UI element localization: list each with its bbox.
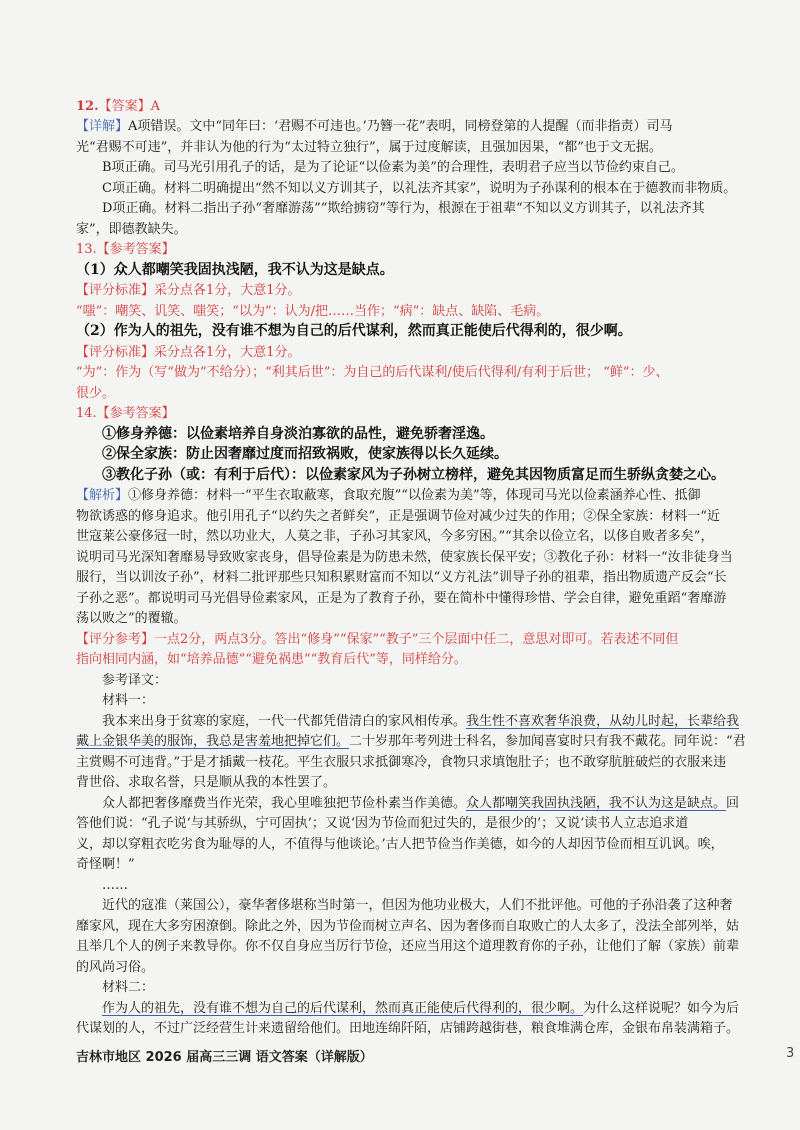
q14-reference-2: 指向相同内涵，如“培养品德”“避免祸患”“教育后代”等，同样给分。 [76,652,467,667]
q14-analysis-2: 物欲诱惑的修身追求。他引用孔子“以约失之者鲜矣”，正是强调节俭对减少过失的作用；②保全家族：材料一“近 [76,509,720,524]
t-p2-text-b: 回 [726,796,740,811]
t-p1-line-3: 主赏赐不可违背。”于是才插戴一枝花。平生衣服只求抵御寒冷，食物只求填饱肚子；也不敢穿肮脏破烂的衣服来违 [76,755,727,770]
q12-answer-tag: 【答案】 [98,99,151,114]
q13-standard-2-tag: 【评分标准】 [76,345,155,360]
t-p4-line-2: 代谋划的人，不过广泛经营生计来遗留给他们。田地连绵阡陌，店铺跨越街巷，粮食堆满仓库，金银布帛装满箱子。 [76,1021,740,1036]
translation-title: 参考译文： [102,673,168,688]
q12-number: 12. [76,99,99,114]
page-footer: 吉林市地区 2026 届高三三调 语文答案（详解版） [76,1050,373,1065]
q13-standard-1-tag: 【评分标准】 [76,283,155,298]
t-p3-line-2: 靡家风，现在大多穷困潦倒。除此之外，因为节俭而树立声名、因为奢侈而自取败亡的人太多了，没法全部列举，姑 [76,919,740,934]
q14-answer-1: ①修身养德：以俭素培养自身淡泊寡欲的品性，避免骄奢淫逸。 [102,426,494,442]
q13-points-2: “为”：作为（写“做为”不给分）；“利其后世”：为自己的后代谋利/使后代得利/有利于后世； “鲜”：少、 [76,365,669,380]
q14-analysis-4: 说明司马光深知奢靡易导致败家丧身，倡导俭素是为防患未然，使家族长保平安；③教化子孙：材料一“汝非徒身当 [76,550,733,565]
q14-analysis-1 [76,485,788,506]
q14-answer-2: ②保全家族：防止因奢靡过度而招致祸败，使家族得以长久延续。 [102,446,508,462]
t-p1-text-c: 二十岁那年考列进士科名，参加闻喜宴时只有我不戴花。同年说：“君 [349,734,746,749]
q13-standard-2 [76,342,788,363]
q14-analysis-text: ①修身养德：材料一“平生衣取蔽寒，食取充腹”“以俭素为美”等，体现司马光以俭素涵养心性、抵御 [128,488,701,503]
q12-line-3: B项正确。司马光引用孔子的话，是为了论证“以俭素为美”的合理性，表明君子应当以节俭约束自己。 [102,160,684,175]
q12-line-2: 光“君赐不可违”，并非认为他的行为“太过特立独行”，属于过度解读，且强加因果，“都”也于文无据。 [76,140,662,155]
q12-answer: A [150,99,161,114]
q12-line-5: D项正确。材料二指出子孙“奢靡游荡”“欺给掳窃”等行为，根源在于祖辈“不知以义方训其子，以礼法齐其 [102,201,705,216]
q14-heading: 14.【参考答案】 [76,406,175,421]
q12-text: A项错误。文中“同年曰：‘君赐不可违也。’乃簪一花”表明，同榜登第的人提醒（而非指责）司马 [128,119,673,134]
q14-analysis-3: 世寇莱公豪侈冠一时，然以功业大，人莫之非，子孙习其家风，今多穷困。”“其余以俭立名，以侈自败者多矣”， [76,529,714,544]
t-p4-line-1 [102,998,788,1019]
t-ellipsis: …… [102,878,128,893]
q12-line-6: 家”，即德教缺失。 [76,222,187,237]
q13-points-2-cont: 很少。 [76,386,116,401]
q12-heading [76,96,788,117]
q13-standard-1 [76,280,788,301]
q14-reference-1 [76,629,788,650]
material-2-title: 材料二： [102,980,155,995]
t-p1-line-1 [102,711,788,732]
t-p1-line-2 [76,731,788,752]
q14-analysis-6: 子孙之恶”。都说明司马光倡导俭素家风，正是为了教育子孙，要在简朴中懂得珍惜、学会自律，避免重蹈“奢靡游 [76,591,727,606]
q14-reference-text: 一点2分，两点3分。答出“修身”“保家”“教子”三个层面中任二，意思对即可。若表述不同但 [154,632,679,647]
q13-heading: 13.【参考答案】 [76,242,175,257]
t-p1-underlined-1: 我生性不喜欢奢华浪费，从幼儿时起，长辈给我 [466,714,740,729]
q12-line-1 [76,116,788,137]
q14-analysis-tag: 【解析】 [76,488,129,503]
q12-detail-tag: 【详解】 [76,119,129,134]
t-p4-text: 为什么这样说呢？如今为后 [583,1001,740,1016]
q13-standard-1-text: 采分点各1分，大意1分。 [154,283,301,298]
t-p2-line-1 [102,793,788,814]
t-p2-underlined: 众人都嘲笑我固执浅陋，我不认为这是缺点。 [466,796,727,811]
t-p3-line-4: 的风尚习俗。 [76,960,155,975]
material-1-title: 材料一： [102,693,155,708]
q13-answer-1: （1）众人都嘲笑我固执浅陋，我不认为这是缺点。 [76,262,394,278]
q14-analysis-7: 荡以败之”的覆辙。 [76,611,187,626]
t-p1-line-4: 背世俗、求取名誉，只是顺从我的本性罢了。 [76,775,337,790]
q13-answer-2: （2）作为人的祖先，没有谁不想为自己的后代谋利，然而真正能使后代得利的，很少啊。 [76,323,632,339]
t-p1-underlined-2: 戴上金银华美的服饰，我总是害羞地把掉它们。 [76,734,350,749]
t-p2-text: 众人都把奢侈靡费当作光荣，我心里唯独把节俭朴素当作美德。 [102,796,467,811]
t-p4-underlined: 作为人的祖先，没有谁不想为自己的后代谋利，然而真正能使后代得利的，很少啊。 [102,1001,584,1016]
q12-line-4: C项正确。材料二明确提出“然不知以义方训其子，以礼法齐其家”，说明为子孙谋利的根本在于德教而非物质。 [102,181,737,196]
q14-analysis-5: 服行，当以训汝子孙”，材料二批评那些只知积累财富而不知以“义方礼法”训导子孙的祖辈，指出物质遗产反会“长 [76,570,727,585]
t-p3-line-3: 且举几个人的例子来教导你。你不仅自身应当厉行节俭，还应当用这个道理教育你的子孙，让他们了解（家族）前辈 [76,939,740,954]
t-p2-line-4: 奇怪啊！” [76,857,135,872]
t-p2-line-2: 答他们说：“孔子说‘与其骄纵，宁可固执’；又说‘因为节俭而犯过失的，是很少的’；又说‘读书人立志追求道 [76,816,689,831]
t-p2-line-3: 义，却以穿粗衣吃劣食为耻辱的人，不值得与他谈论。’古人把节俭当作美德，如今的人却因节俭而相互讥讽。唉， [76,837,724,852]
q13-standard-2-text: 采分点各1分，大意1分。 [154,345,301,360]
t-p3-line-1: 近代的寇准（莱国公），豪华奢侈堪称当时第一，但因为他功业极大，人们不批评他。可他的子孙沿袭了这种奢 [102,898,733,913]
q14-answer-3: ③教化子孙（或：有利于后代）：以俭素家风为子孙树立榜样，避免其因物质富足而生骄纵贪婪之心。 [102,467,725,483]
q14-reference-tag: 【评分参考】 [76,632,155,647]
t-p1-text: 我本来出身于贫寒的家庭，一代一代都凭借清白的家风相传承。 [102,714,467,729]
page-number: 3 [786,1046,795,1061]
q13-points-1: “嗤”：嘲笑、讥笑、嗤笑；“以为”：认为/把……当作；“病”：缺点、缺陷、毛病。 [76,304,550,319]
